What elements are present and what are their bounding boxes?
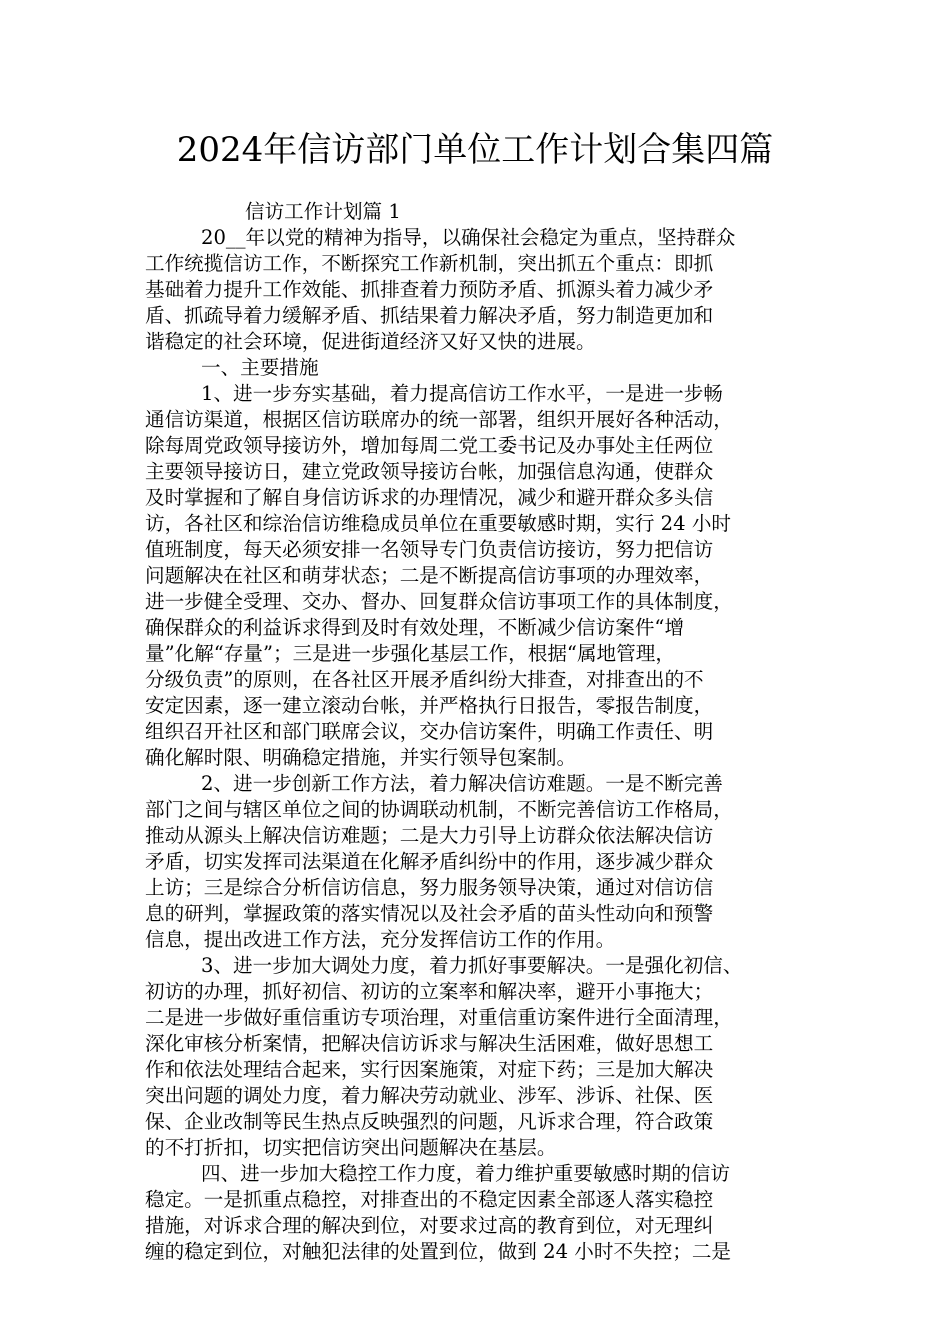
paragraph-line: 工作统揽信访工作，不断探究工作新机制，突出抓五个重点：即抓: [145, 252, 714, 275]
document-body: [145, 199, 805, 1265]
paragraph-line: 20__年以党的精神为指导，以确保社会稳定为重点，坚持群众: [201, 226, 736, 249]
paragraph-line: 初访的办理，抓好初信、初访的立案率和解决率，避开小事拖大；: [145, 980, 714, 1003]
paragraph-line: 稳定。一是抓重点稳控，对排查出的不稳定因素全部逐人落实稳控: [145, 1188, 714, 1211]
paragraph-line: 进一步健全受理、交办、督办、回复群众信访事项工作的具体制度，: [145, 590, 733, 613]
paragraph-line: 通信访渠道，根据区信访联席办的统一部署，组织开展好各种活动，: [145, 408, 733, 431]
paragraph-line: 1、进一步夯实基础，着力提高信访工作水平，一是进一步畅: [201, 382, 723, 405]
paragraph-line: 息的研判，掌握政策的落实情况以及社会矛盾的苗头性动向和预警: [145, 902, 714, 925]
section-heading: 一、主要措施: [201, 356, 319, 379]
paragraph-line: 分级负责”的原则，在各社区开展矛盾纠纷大排查，对排查出的不: [145, 668, 704, 691]
paragraph-line: 保、企业改制等民生热点反映强烈的问题，凡诉求合理，符合政策: [145, 1110, 714, 1133]
paragraph-line: 缠的稳定到位，对触犯法律的处置到位，做到 24 小时不失控；二是: [145, 1240, 732, 1263]
paragraph-line: 除每周党政领导接访外，增加每周二党工委书记及办事处主任两位: [145, 434, 714, 457]
paragraph-line: 值班制度，每天必须安排一名领导专门负责信访接访，努力把信访: [145, 538, 714, 561]
paragraph-line: 四、进一步加大稳控工作力度，着力维护重要敏感时期的信访: [201, 1162, 731, 1185]
document-title: 2024年信访部门单位工作计划合集四篇: [176, 130, 774, 170]
paragraph-line: 谐稳定的社会环境，促进街道经济又好又快的进展。: [145, 330, 596, 353]
paragraph-line: 作和依法处理结合起来，实行因案施策，对症下药；三是加大解决: [145, 1058, 714, 1081]
paragraph-line: 推动从源头上解决信访难题；二是大力引导上访群众依法解决信访: [145, 824, 714, 847]
paragraph-line: 组织召开社区和部门联席会议，交办信访案件，明确工作责任、明: [145, 720, 714, 743]
paragraph-line: 主要领导接访日，建立党政领导接访台帐，加强信息沟通，使群众: [145, 460, 714, 483]
paragraph-line: 访，各社区和综治信访维稳成员单位在重要敏感时期，实行 24 小时: [145, 512, 732, 535]
paragraph-line: 的不打折扣，切实把信访突出问题解决在基层。: [145, 1136, 557, 1159]
paragraph-line: 安定因素，逐一建立滚动台帐，并严格执行日报告，零报告制度，: [145, 694, 714, 717]
section-heading: 信访工作计划篇 1: [245, 200, 401, 223]
paragraph-line: 2、进一步创新工作方法，着力解决信访难题。一是不断完善: [201, 772, 723, 795]
paragraph-line: 确保群众的利益诉求得到及时有效处理，不断减少信访案件“增: [145, 616, 685, 639]
paragraph-line: 量”化解“存量”；三是进一步强化基层工作，根据“属地管理，: [145, 642, 675, 665]
paragraph-line: 二是进一步做好重信重访专项治理，对重信重访案件进行全面清理，: [145, 1006, 733, 1029]
paragraph-line: 部门之间与辖区单位之间的协调联动机制，不断完善信访工作格局，: [145, 798, 733, 821]
paragraph-line: 及时掌握和了解自身信访诉求的办理情况，减少和避开群众多头信: [145, 486, 714, 509]
paragraph-line: 突出问题的调处力度，着力解决劳动就业、涉军、涉诉、社保、医: [145, 1084, 714, 1107]
paragraph-line: 矛盾，切实发挥司法渠道在化解矛盾纠纷中的作用，逐步减少群众: [145, 850, 714, 873]
paragraph-line: 基础着力提升工作效能、抓排查着力预防矛盾、抓源头着力减少矛: [145, 278, 714, 301]
paragraph-line: 盾、抓疏导着力缓解矛盾、抓结果着力解决矛盾，努力制造更加和: [145, 304, 714, 327]
paragraph-line: 上访；三是综合分析信访信息，努力服务领导决策，通过对信访信: [145, 876, 714, 899]
paragraph-line: 深化审核分析案情，把解决信访诉求与解决生活困难，做好思想工: [145, 1032, 714, 1055]
paragraph-line: 信息，提出改进工作方法，充分发挥信访工作的作用。: [145, 928, 616, 951]
paragraph-line: 措施，对诉求合理的解决到位，对要求过高的教育到位，对无理纠: [145, 1214, 714, 1237]
paragraph-line: 3、进一步加大调处力度，着力抓好事要解决。一是强化初信、: [201, 954, 743, 977]
paragraph-line: 确化解时限、明确稳定措施，并实行领导包案制。: [145, 746, 577, 769]
paragraph-line: 问题解决在社区和萌芽状态；二是不断提高信访事项的办理效率，: [145, 564, 714, 587]
